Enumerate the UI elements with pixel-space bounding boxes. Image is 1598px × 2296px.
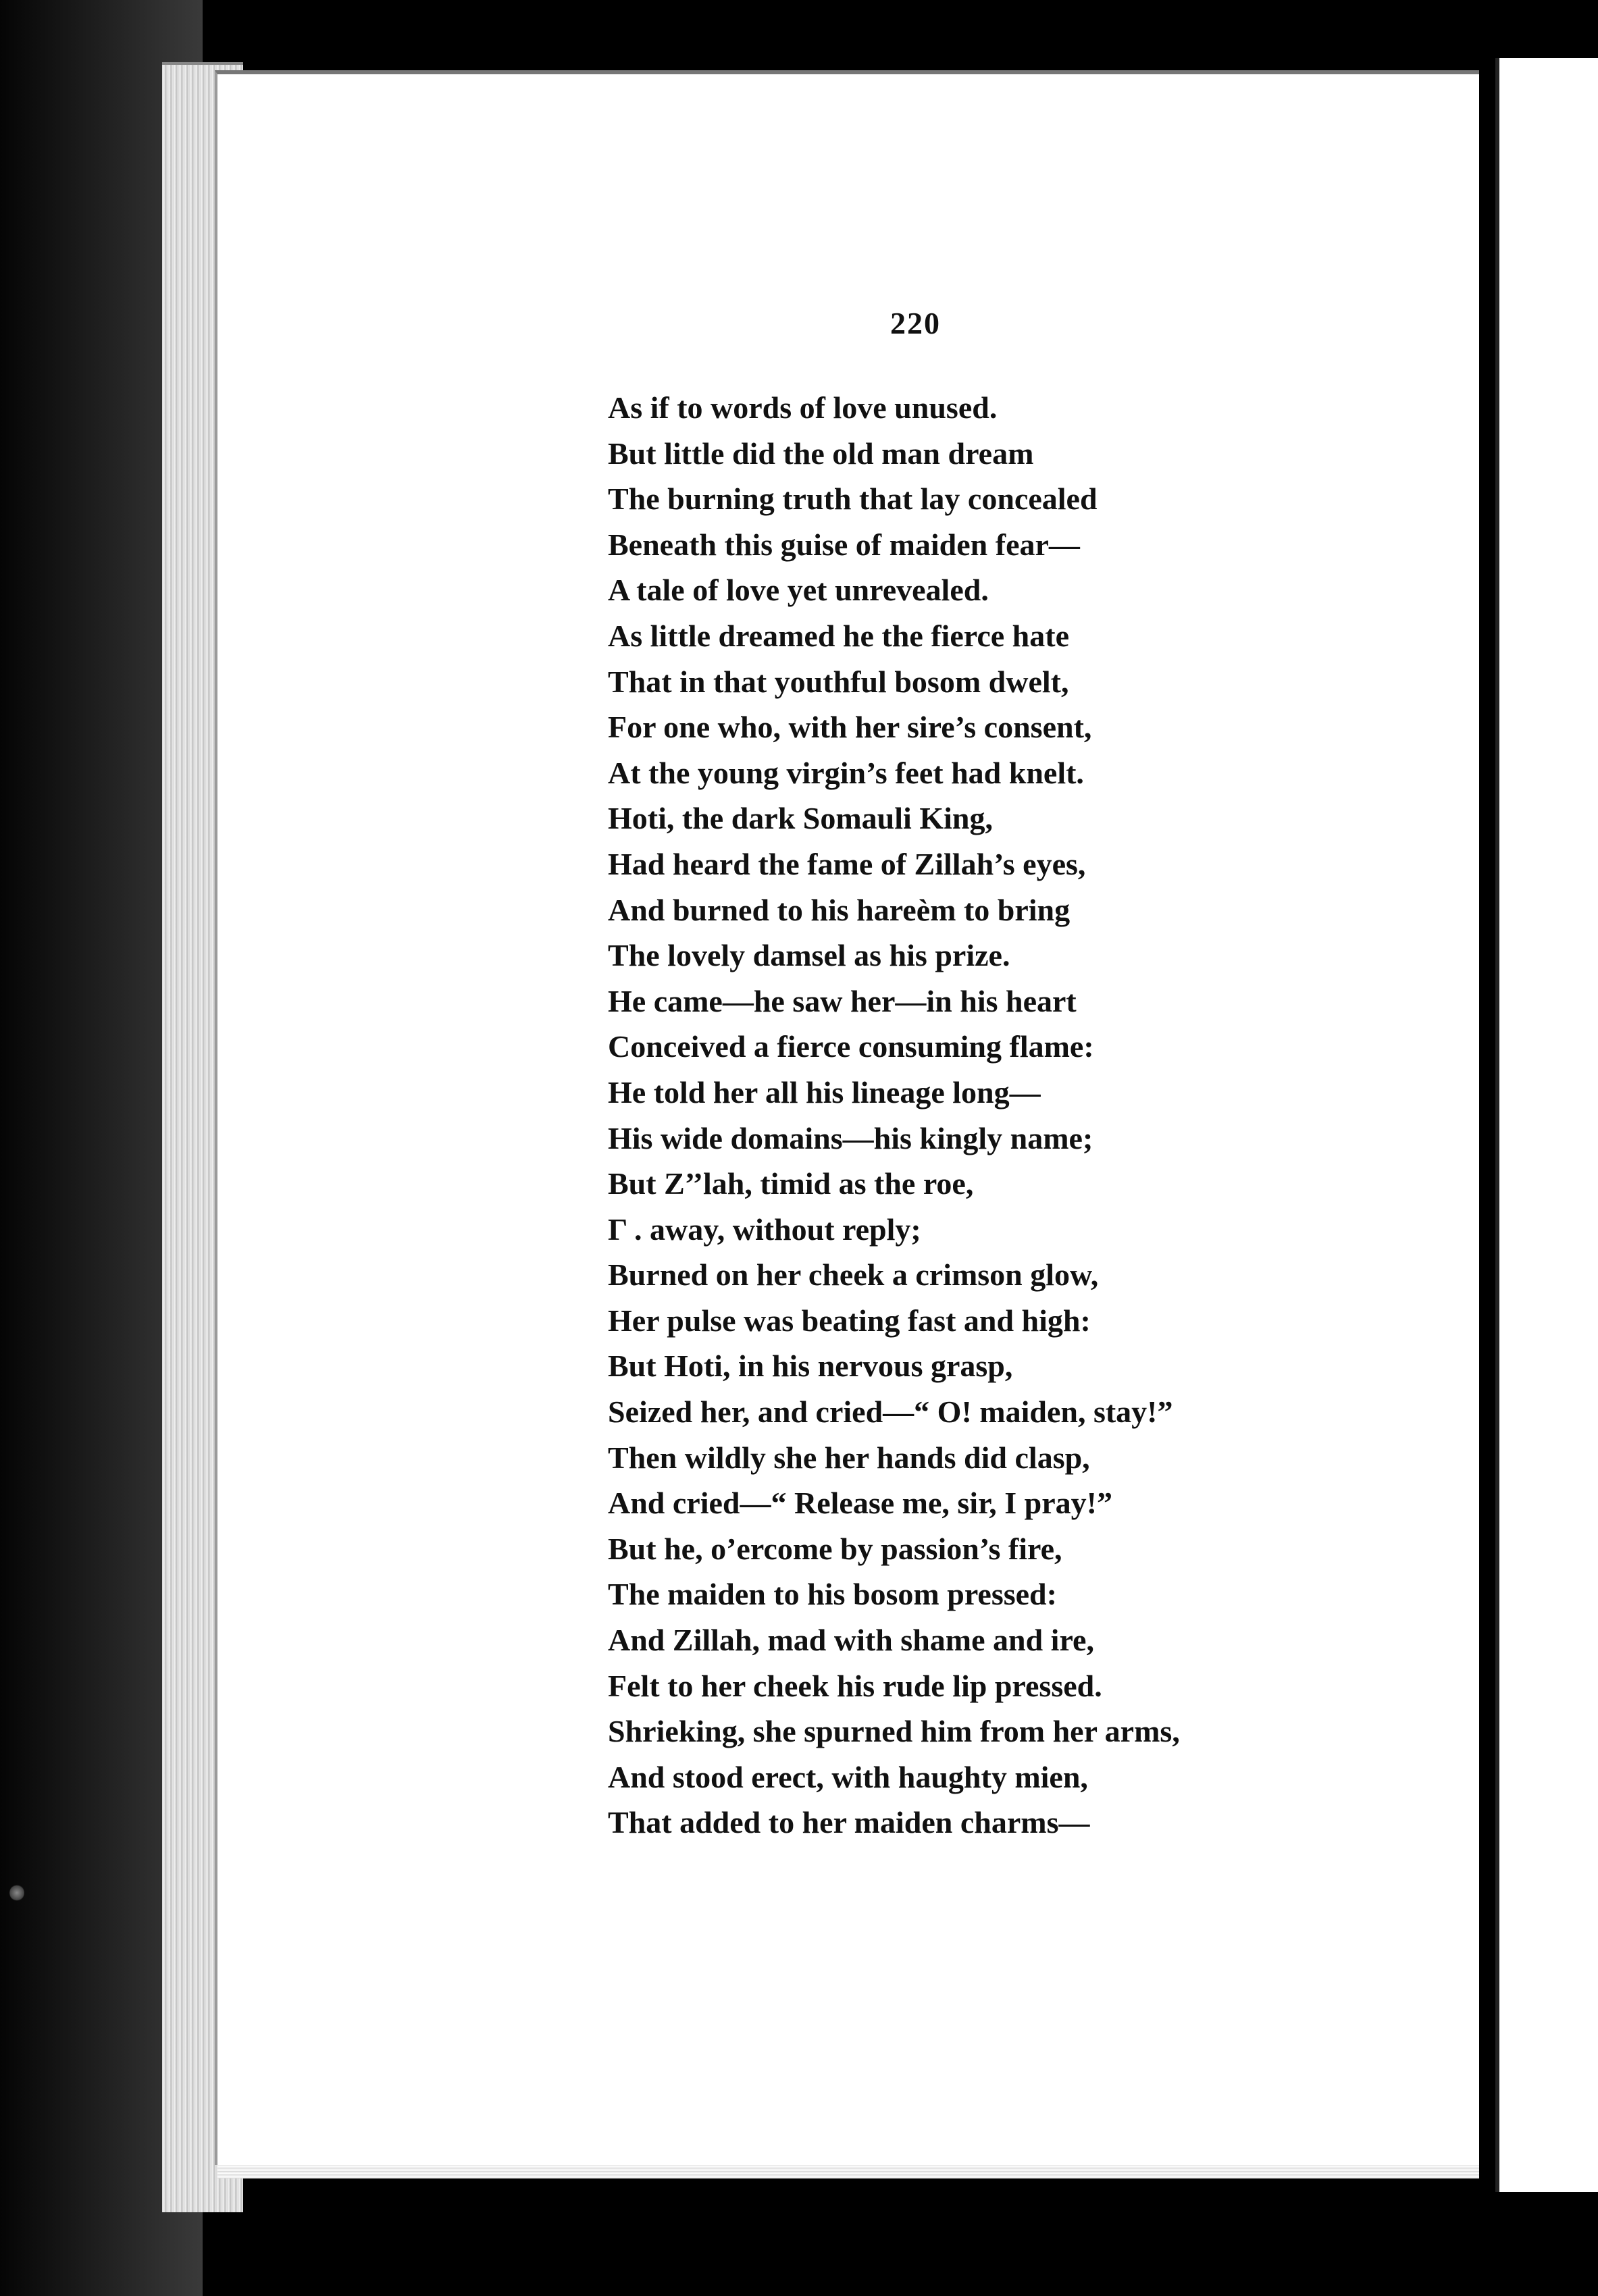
poem-line: And burned to his hareèm to bring (608, 892, 1071, 927)
poem-line: He told her all his lineage long— (608, 1074, 1041, 1110)
poem-line: Seized her, and cried—“ O! maiden, stay!” (608, 1394, 1173, 1430)
poem-line: And cried—“ Release me, sir, I pray!” (608, 1486, 1112, 1521)
poem-line: A tale of love yet unrevealed. (608, 573, 989, 608)
poem-line: The lovely damsel as his prize. (608, 938, 1010, 973)
poem-line: Burned on her cheek a crimson glow, (608, 1257, 1099, 1293)
poem-line: But Z’’lah, timid as the roe, (608, 1166, 974, 1201)
poem-line: And stood erect, with haughty mien, (608, 1759, 1088, 1794)
poem-line: Hoti, the dark Somauli King, (608, 801, 993, 836)
poem-line: As if to words of love unused. (608, 390, 998, 425)
poem-text (608, 385, 1452, 1846)
poem-line: For one who, with her sire’s consent, (608, 710, 1092, 745)
poem-line: But little did the old man dream (608, 436, 1034, 471)
poem-line: Beneath this guise of maiden fear— (608, 527, 1080, 562)
poem-line: Her pulse was beating fast and high: (608, 1303, 1091, 1338)
poem-line: He came—he saw her—in his heart (608, 983, 1077, 1018)
poem-line: But he, o’ercome by passion’s fire, (608, 1531, 1062, 1566)
poem-line: As little dreamed he the fierce hate (608, 618, 1069, 653)
scan-artifact (9, 1884, 24, 1902)
poem-line: Had heard the fame of Zillah’s eyes, (608, 846, 1086, 881)
poem-line: Then wildly she her hands did clasp, (608, 1440, 1090, 1475)
poem-line: Conceived a fierce consuming flame: (608, 1029, 1094, 1064)
poem-line: At the young virgin’s feet had knelt. (608, 755, 1084, 790)
poem-line: The burning truth that lay concealed (608, 481, 1098, 517)
poem-line: The maiden to his bosom pressed: (608, 1577, 1057, 1612)
poem-line: That added to her maiden charms— (608, 1805, 1090, 1840)
page-number: 220 (890, 306, 941, 340)
adjacent-page (1495, 58, 1598, 2192)
poem-line: That in that youthful bosom dwelt, (608, 664, 1069, 699)
poem-line: But Hoti, in his nervous grasp, (608, 1349, 1013, 1384)
poem-line: Felt to her cheek his rude lip pressed. (608, 1668, 1102, 1703)
poem-line: And Zillah, mad with shame and ire, (608, 1623, 1094, 1658)
poem-line: Γ . away, without reply; (608, 1211, 921, 1247)
poem-line: Shrieking, she spurned him from her arms, (608, 1714, 1180, 1749)
poem-line: His wide domains—his kingly name; (608, 1120, 1093, 1155)
